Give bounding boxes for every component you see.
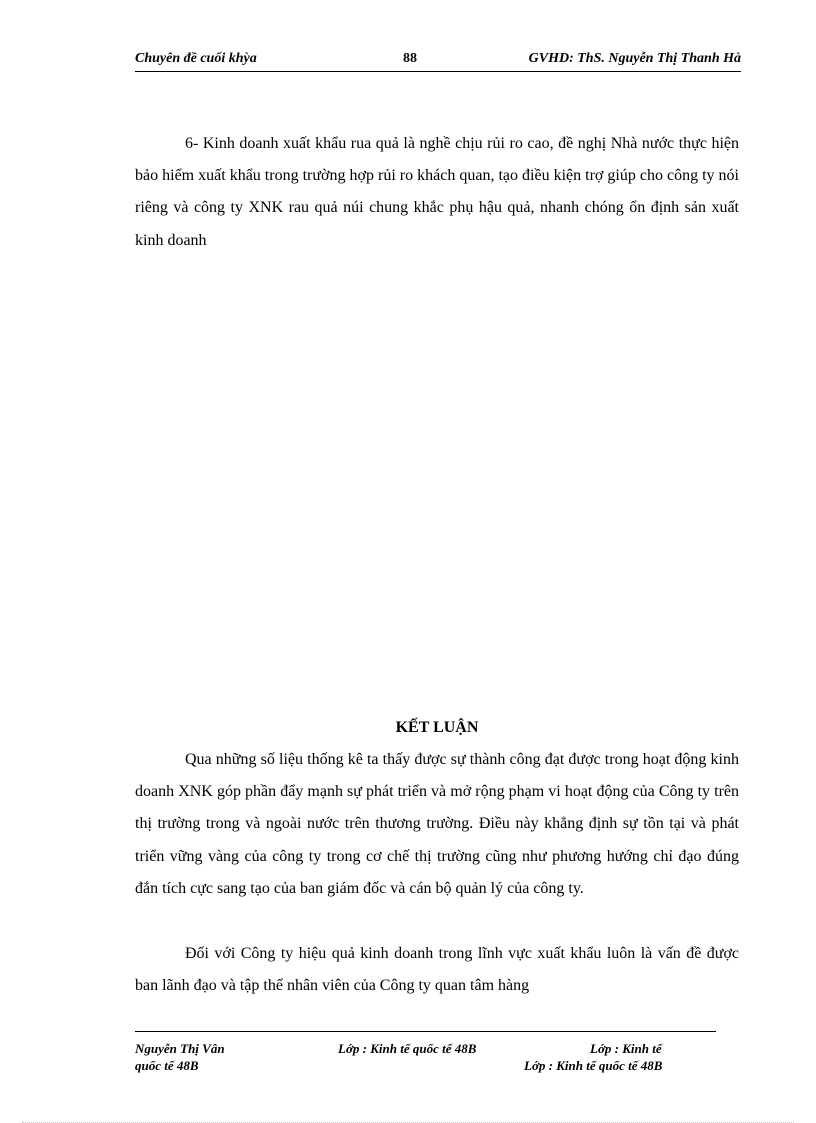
header-supervisor: GVHD: ThS. Nguyễn Thị Thanh Hà — [528, 51, 741, 66]
page-footer — [135, 1031, 716, 1073]
page-header — [135, 49, 741, 72]
header-document-title: Chuyên đề cuối khỳa — [135, 51, 257, 66]
recommendation-paragraph-6: 6- Kinh doanh xuất khẩu rua quả là nghề chịu rủi ro cao, đề nghị Nhà nước thực hiện bảo hiểm xuất khẩu trong trường hợp rủi ro khách quan, tạo điều kiện trợ giúp cho công ty nói riêng và công ty XNK rau quả núi chung khắc phụ hậu quả, nhanh chóng ổn định sản xuất kinh doanh — [135, 135, 739, 249]
conclusion-paragraph-1: Qua những số liệu thống kê ta thấy được sự thành công đạt được trong hoạt động kinh doanh XNK góp phần đẩy mạnh sự phát triển và mở rộng phạm vi hoạt động của Công ty trên thị trường trong và ngoài nước trên thương trường. Điều này khẳng định sự tồn tại và phát triển vững vàng của công ty trong cơ chế thị trường cũng như phương hướng chỉ đạo đúng đắn tích cực sang tạo của ban giám đốc và cán bộ quản lý của công ty. — [135, 751, 739, 897]
footer-class: Lớp : Kinh tế quốc tế 48B — [338, 1041, 477, 1056]
footer-class-fragment: Lớp : Kinh tế — [590, 1041, 662, 1056]
footer-author: Nguyễn Thị Vân — [135, 1041, 225, 1056]
conclusion-paragraph-2: Đối với Công ty hiệu quả kinh doanh trong lĩnh vực xuất khẩu luôn là vấn đề được ban lãnh đạo và tập thể nhân viên của Công ty quan tâm hàng — [135, 945, 739, 995]
conclusion-heading: KẾT LUẬN — [395, 719, 479, 736]
header-page-number: 88 — [403, 51, 417, 66]
footer-class-repeat: Lớp : Kinh tế quốc tế 48B — [524, 1058, 663, 1073]
footer-class-continuation: quốc tế 48B — [135, 1058, 199, 1073]
